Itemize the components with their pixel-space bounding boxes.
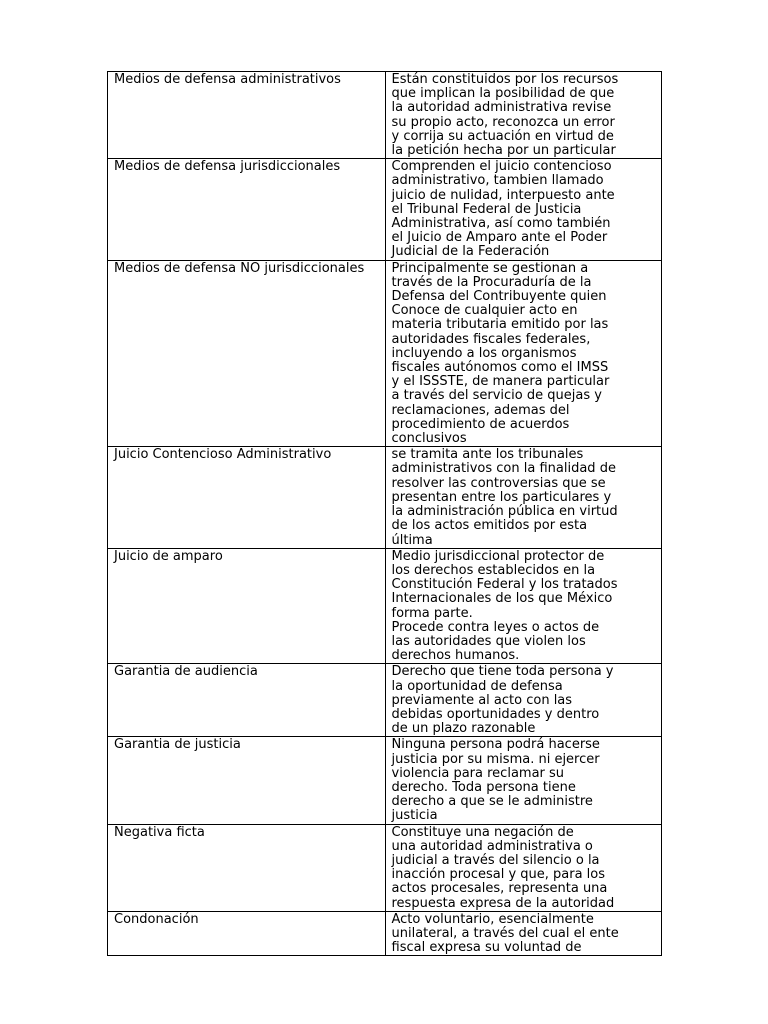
definition-cell: se tramita ante los tribunales administrativos con la finalidad de resolver las controversias que se presentan entre los particulares y la administración pública en virtud de los actos emitidos por esta última xyxy=(385,447,662,548)
term-cell: Medios de defensa NO jurisdiccionales xyxy=(108,260,386,447)
table-row xyxy=(108,824,662,911)
table-row xyxy=(108,72,662,159)
table-row xyxy=(108,737,662,824)
term-cell: Medios de defensa administrativos xyxy=(108,72,386,159)
term-cell: Juicio Contencioso Administrativo xyxy=(108,447,386,548)
definition-cell: Están constituidos por los recursos que implican la posibilidad de que la autoridad administrativa revise su propio acto, reconozca un error y corrija su actuación en virtud de la petición hecha por un particular xyxy=(385,72,662,159)
definition-cell: Acto voluntario, esencialmente unilateral, a través del cual el ente fiscal expresa su voluntad de xyxy=(385,911,662,956)
definition-cell: Principalmente se gestionan a través de la Procuraduría de la Defensa del Contribuyente quien Conoce de cualquier acto en materia tributaria emitido por las autoridades fiscales federales, incluyendo a los organismos fiscales autónomos como el IMSS y el ISSSTE, de manera particular a través del servicio de quejas y reclamaciones, ademas del procedimiento de acuerdos conclusivos xyxy=(385,260,662,447)
term-cell: Garantia de audiencia xyxy=(108,664,386,737)
table-row xyxy=(108,260,662,447)
term-cell: Juicio de amparo xyxy=(108,548,386,664)
definition-cell: Constituye una negación de una autoridad administrativa o judicial a través del silencio o la inacción procesal y que, para los actos procesales, representa una respuesta expresa de la autoridad xyxy=(385,824,662,911)
table-row xyxy=(108,159,662,260)
table-row xyxy=(108,548,662,664)
term-cell: Negativa ficta xyxy=(108,824,386,911)
definition-cell: Ninguna persona podrá hacerse justicia por su misma. ni ejercer violencia para reclamar su derecho. Toda persona tiene derecho a que se le administre justicia xyxy=(385,737,662,824)
definition-cell: Comprenden el juicio contencioso administrativo, tambien llamado juicio de nulidad, interpuesto ante el Tribunal Federal de Justicia Administrativa, así como también el Juicio de Amparo ante el Poder Judicial de la Federación xyxy=(385,159,662,260)
term-cell: Medios de defensa jurisdiccionales xyxy=(108,159,386,260)
term-cell: Garantia de justicia xyxy=(108,737,386,824)
definitions-table xyxy=(107,71,662,956)
table-row xyxy=(108,447,662,548)
table-row xyxy=(108,911,662,956)
term-cell: Condonación xyxy=(108,911,386,956)
definition-cell: Derecho que tiene toda persona y la oportunidad de defensa previamente al acto con las debidas oportunidades y dentro de un plazo razonable xyxy=(385,664,662,737)
table-row xyxy=(108,664,662,737)
definition-cell: Medio jurisdiccional protector de los derechos establecidos en la Constitución Federal y los tratados Internacionales de los que México forma parte. Procede contra leyes o actos de las autoridades que violen los derechos humanos. xyxy=(385,548,662,664)
